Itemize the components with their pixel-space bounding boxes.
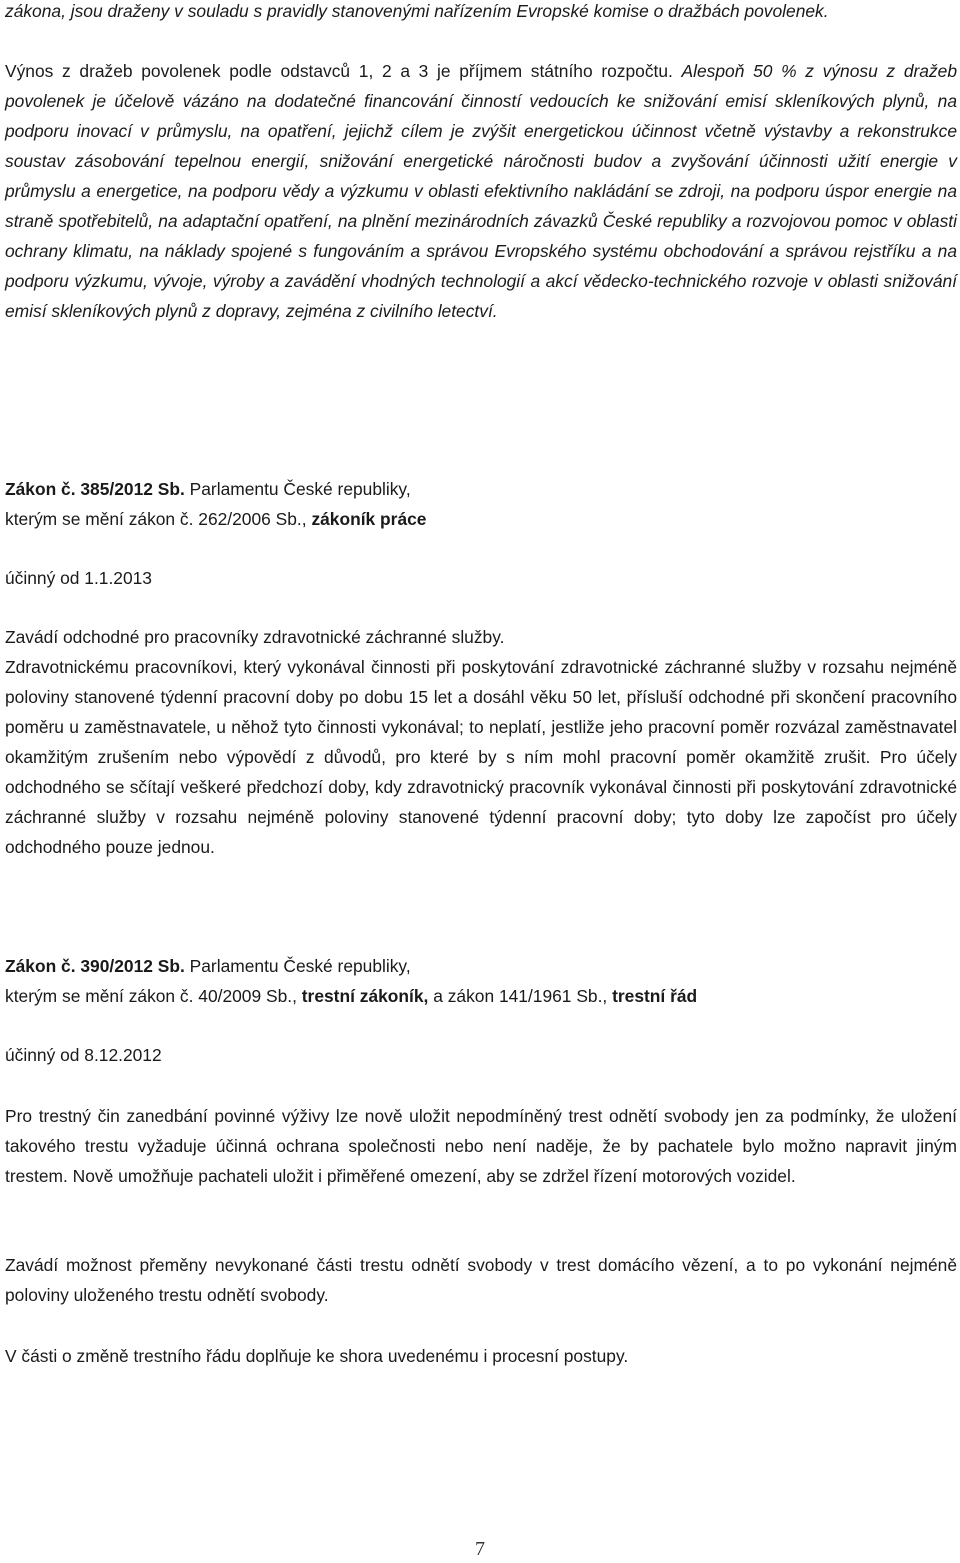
law-385-number: Zákon č. 385/2012 Sb.	[5, 479, 185, 499]
law-390-paragraph-1: Pro trestný čin zanedbání povinné výživy lze nově uložit nepodmíněný trest odnětí svobody jen za podmínky, že uložení takového trestu vyžaduje účinná ochrana společnosti nebo není naděje, že by pachatele bylo možno napravit jiným trestem. Nově umožňuje pachateli uložit i přiměřené omezení, aby se zdržel řízení motorových vozidel.	[5, 1106, 957, 1186]
law-385-name: zákoník práce	[311, 509, 427, 529]
law-390-mid: a zákon 141/1961 Sb.	[428, 986, 603, 1006]
auction-revenue-sentence: Výnos z dražeb povolenek podle odstavců 1, 2 a 3 je příjmem státního rozpočtu.	[5, 61, 673, 81]
separator: ,	[292, 986, 302, 1006]
separator: ,	[301, 509, 312, 529]
auction-revenue-purpose: Alespoň 50 % z výnosu z dražeb povolenek je účelově vázáno na dodatečné financování činností vedoucích ke snižování emisí skleníkových plynů, na podporu inovací v průmyslu, na opatření, jejichž cílem je zvýšit energetickou účinnost včetně výstavby a rekonstrukce soustav zásobování tepelnou energií, snižování energetické náročnosti budov a zvyšování účinnosti užití energie v průmyslu a energetice, na podporu vědy a výzkumu v oblasti efektivního nakládání se zdroji, na podporu úspor energie na straně spotřebitelů, na adaptační opatření, na plnění mezinárodních závazků České republiky a rozvojovou pomoc v oblasti ochrany klimatu, na náklady spojené s fungováním a správou Evropského systému obchodování a správou rejstříku a na podporu výzkumu, vývoje, výroby a zavádění vhodných technologií a akcí vědecko-technického rozvoje v oblasti snižování emisí skleníkových plynů z dopravy, zejména z civilního letectví.	[5, 61, 957, 321]
separator: ,	[602, 986, 613, 1006]
law-385-intro: Zavádí odchodné pro pracovníky zdravotnické záchranné služby.	[5, 627, 505, 647]
law-385-amends: kterým se mění zákon č. 262/2006 Sb.	[5, 509, 302, 529]
law-390-name-2: trestní řád	[612, 986, 698, 1006]
law-390-paragraph-3: V části o změně trestního řádu doplňuje ke shora uvedenému i procesní postupy.	[5, 1346, 629, 1366]
law-390-parliament: Parlamentu České republiky,	[184, 956, 411, 976]
law-390-heading	[5, 951, 957, 1011]
page-number: 7	[475, 1538, 485, 1560]
law-390-amends: kterým se mění zákon č. 40/2009 Sb.	[5, 986, 293, 1006]
law-390-number: Zákon č. 390/2012 Sb.	[5, 956, 185, 976]
paragraph-auction-tail: zákona, jsou draženy v souladu s pravidly stanovenými nařízením Evropské komise o dražbách povolenek.	[5, 1, 829, 21]
law-385-parliament: Parlamentu České republiky,	[184, 479, 411, 499]
law-390-paragraph-2: Zavádí možnost přeměny nevykonané části trestu odnětí svobody v trest domácího vězení, a to po vykonání nejméně poloviny uloženého trestu odnětí svobody.	[5, 1255, 957, 1305]
law-385-text: Zdravotnickému pracovníkovi, který vykonával činnosti při poskytování zdravotnické záchranné služby v rozsahu nejméně poloviny stanovené týdenní pracovní doby po dobu 15 let a dosáhl věku 50 let, přísluší odchodné při skončení pracovního poměru u zaměstnavatele, u něhož tyto činnosti vykonával; to neplatí, jestliže jeho pracovní poměr rozvázal zaměstnavatel okamžitým zrušením nebo výpovědí z důvodů, pro které by s ním mohl pracovní poměr okamžitě zrušit. Pro účely odchodného se sčítají veškeré předchozí doby, kdy zdravotnický pracovník vykonával činnosti při poskytování zdravotnické záchranné služby v rozsahu nejméně poloviny stanovené týdenní pracovní doby; tyto doby lze započíst pro účely odchodného pouze jednou.	[5, 657, 957, 857]
paragraph-auction-revenue	[5, 56, 957, 326]
law-390-effective: účinný od 8.12.2012	[5, 1045, 162, 1065]
law-385-heading	[5, 474, 957, 534]
law-385-effective: účinný od 1.1.2013	[5, 568, 152, 588]
law-390-name-1: trestní zákoník,	[301, 986, 429, 1006]
